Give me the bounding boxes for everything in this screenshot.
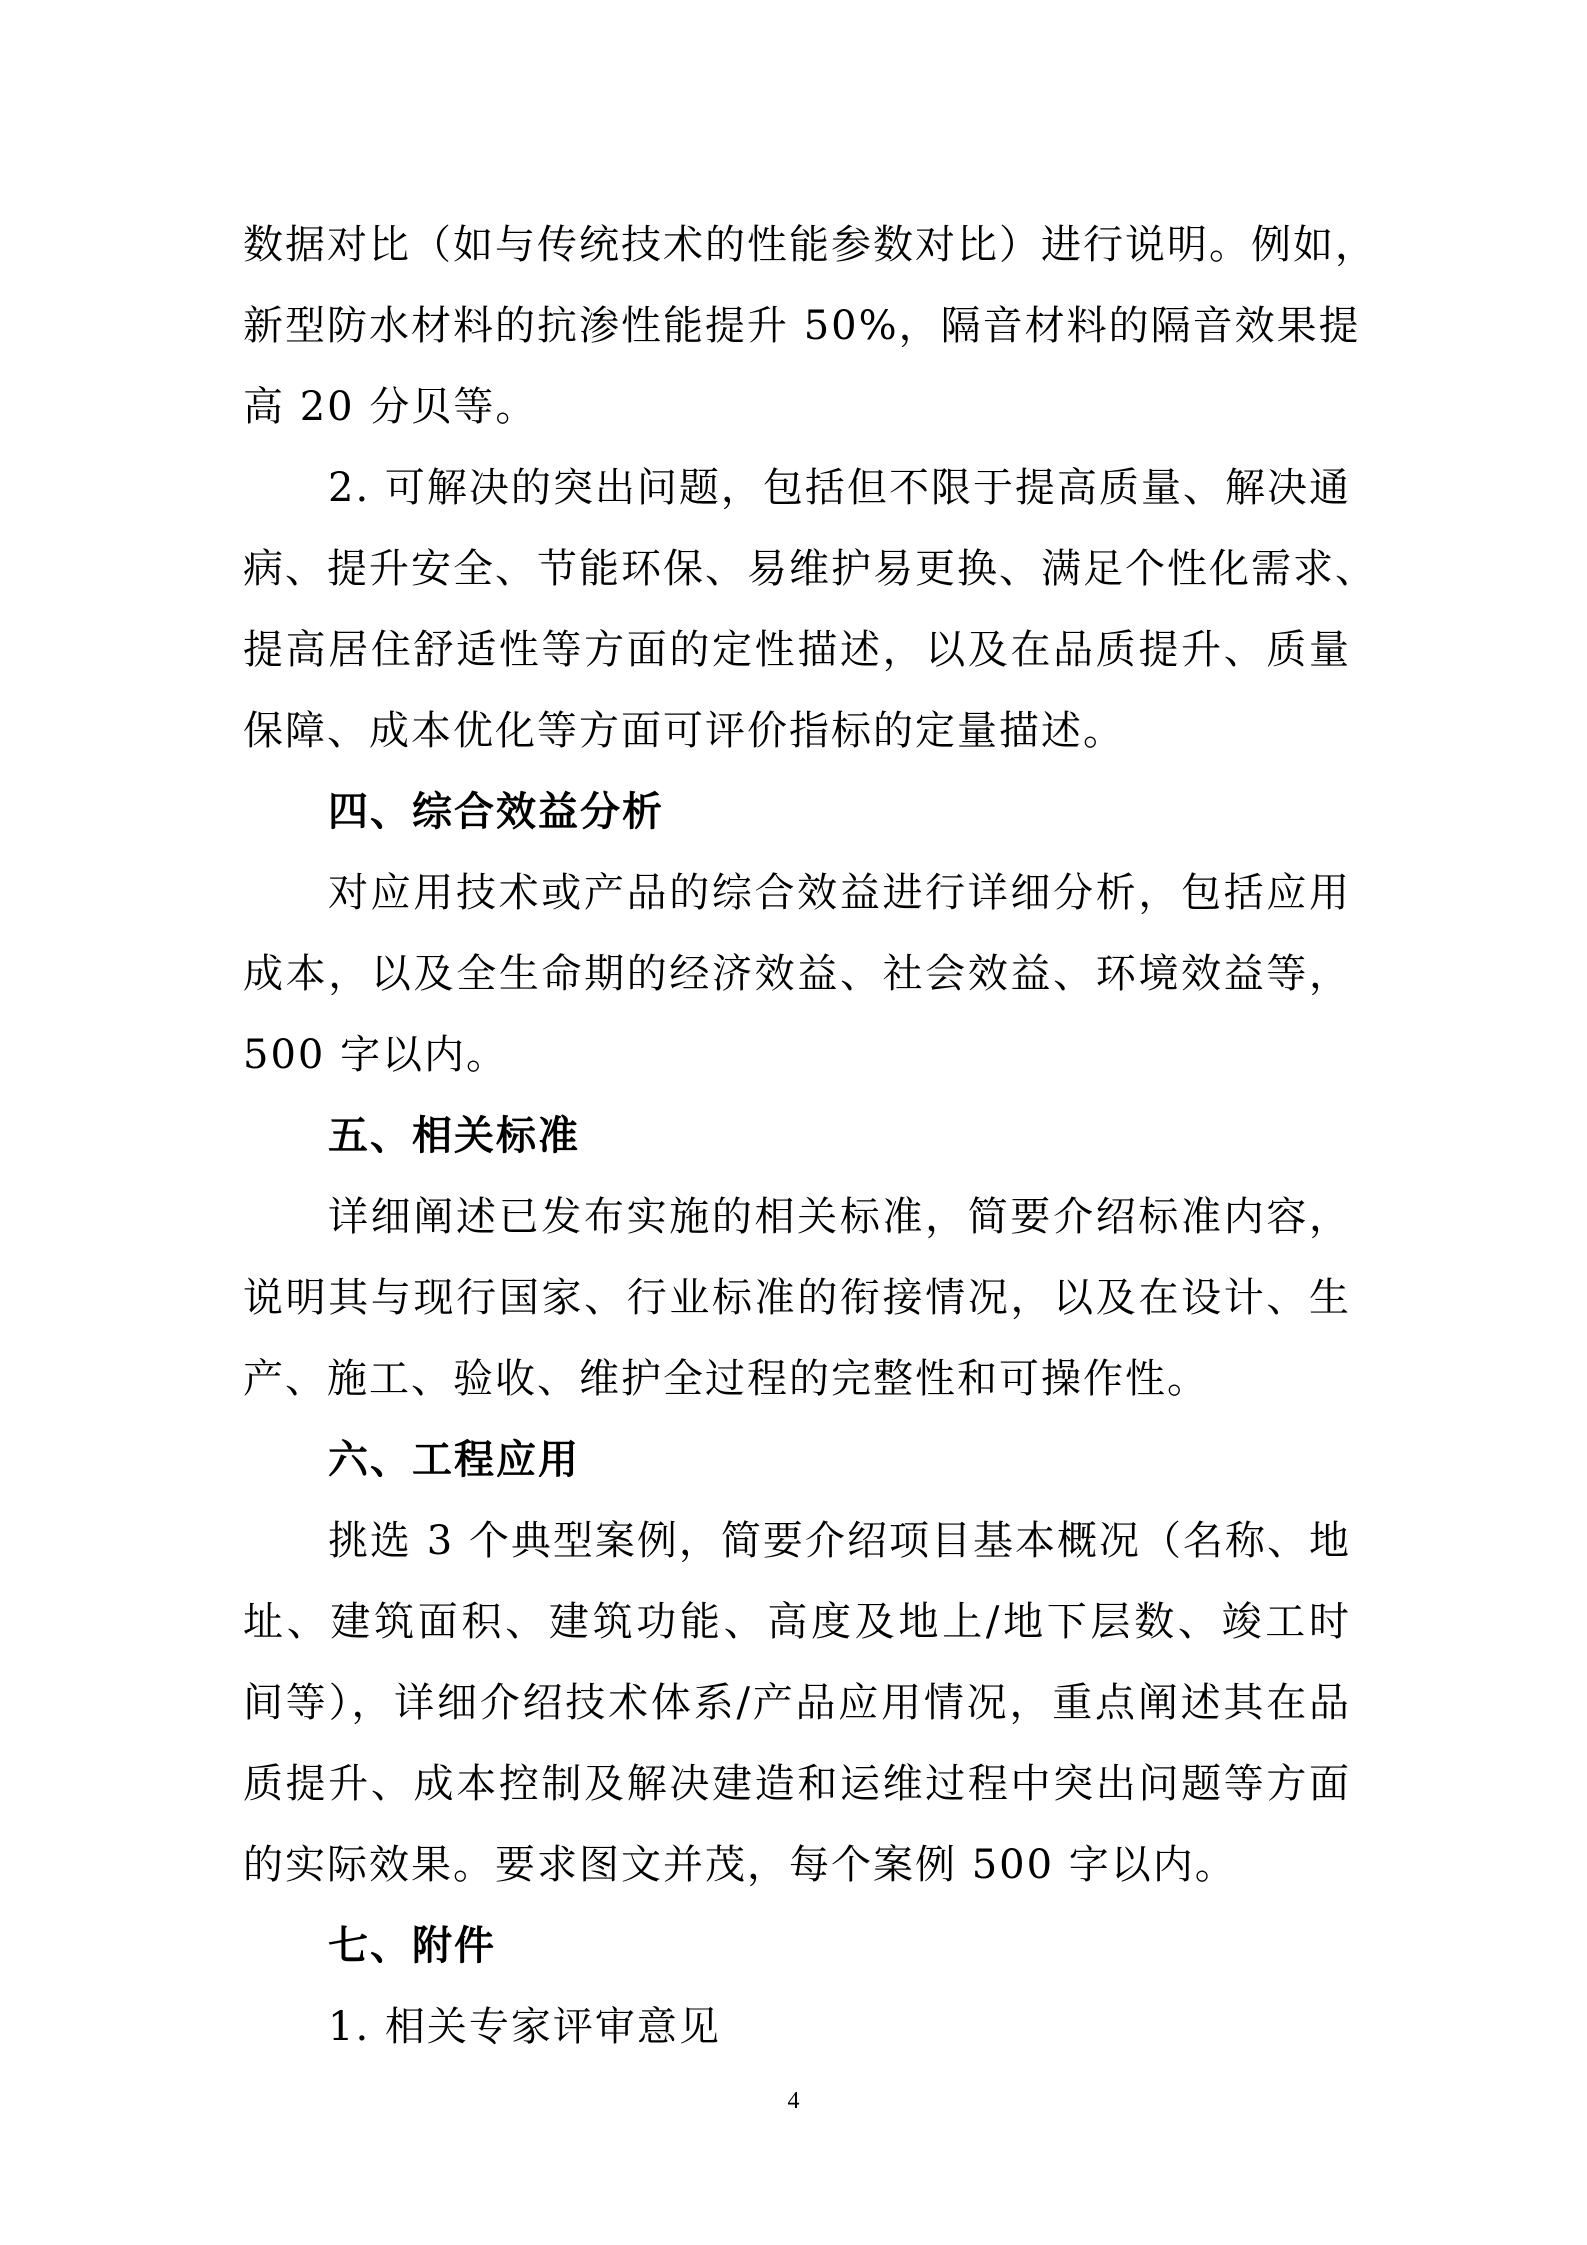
paragraph-line: 新型防水材料的抗渗性能提升 50%，隔音材料的隔音效果提 <box>243 303 1361 349</box>
section-heading: 四、综合效益分析 <box>328 789 664 835</box>
paragraph-line: 2. 可解决的突出问题，包括但不限于提高质量、解决通 <box>328 465 1351 511</box>
paragraph-line: 质提升、成本控制及解决建造和运维过程中突出问题等方面 <box>243 1761 1351 1807</box>
page-number: 4 <box>787 2088 800 2114</box>
section-heading: 五、相关标准 <box>328 1113 580 1159</box>
paragraph-line: 病、提升安全、节能环保、易维护易更换、满足个性化需求、 <box>243 546 1377 592</box>
paragraph-line: 详细阐述已发布实施的相关标准，简要介绍标准内容， <box>328 1194 1351 1240</box>
paragraph-line: 成本，以及全生命期的经济效益、社会效益、环境效益等， <box>243 951 1351 997</box>
paragraph-line: 对应用技术或产品的综合效益进行详细分析，包括应用 <box>328 870 1351 916</box>
document-body <box>243 205 1377 2068</box>
paragraph-line: 1. 相关专家评审意见 <box>328 2004 721 2050</box>
paragraph-line: 挑选 3 个典型案例，简要介绍项目基本概况（名称、地 <box>328 1518 1351 1564</box>
paragraph-line: 址、建筑面积、建筑功能、高度及地上/地下层数、竣工时 <box>243 1599 1351 1645</box>
paragraph-line: 说明其与现行国家、行业标准的衔接情况，以及在设计、生 <box>243 1275 1351 1321</box>
section-heading: 六、工程应用 <box>328 1437 580 1483</box>
paragraph-line: 产、施工、验收、维护全过程的完整性和可操作性。 <box>243 1356 1209 1402</box>
paragraph-line: 提高居住舒适性等方面的定性描述，以及在品质提升、质量 <box>243 627 1351 673</box>
section-heading: 七、附件 <box>328 1923 496 1969</box>
paragraph-line: 间等），详细介绍技术体系/产品应用情况，重点阐述其在品 <box>243 1680 1351 1726</box>
paragraph-line: 高 20 分贝等。 <box>243 384 538 430</box>
paragraph-line: 500 字以内。 <box>243 1032 509 1078</box>
paragraph-line: 数据对比（如与传统技术的性能参数对比）进行说明。例如， <box>243 222 1377 268</box>
paragraph-line: 的实际效果。要求图文并茂，每个案例 500 字以内。 <box>243 1842 1237 1888</box>
paragraph-line: 保障、成本优化等方面可评价指标的定量描述。 <box>243 708 1125 754</box>
